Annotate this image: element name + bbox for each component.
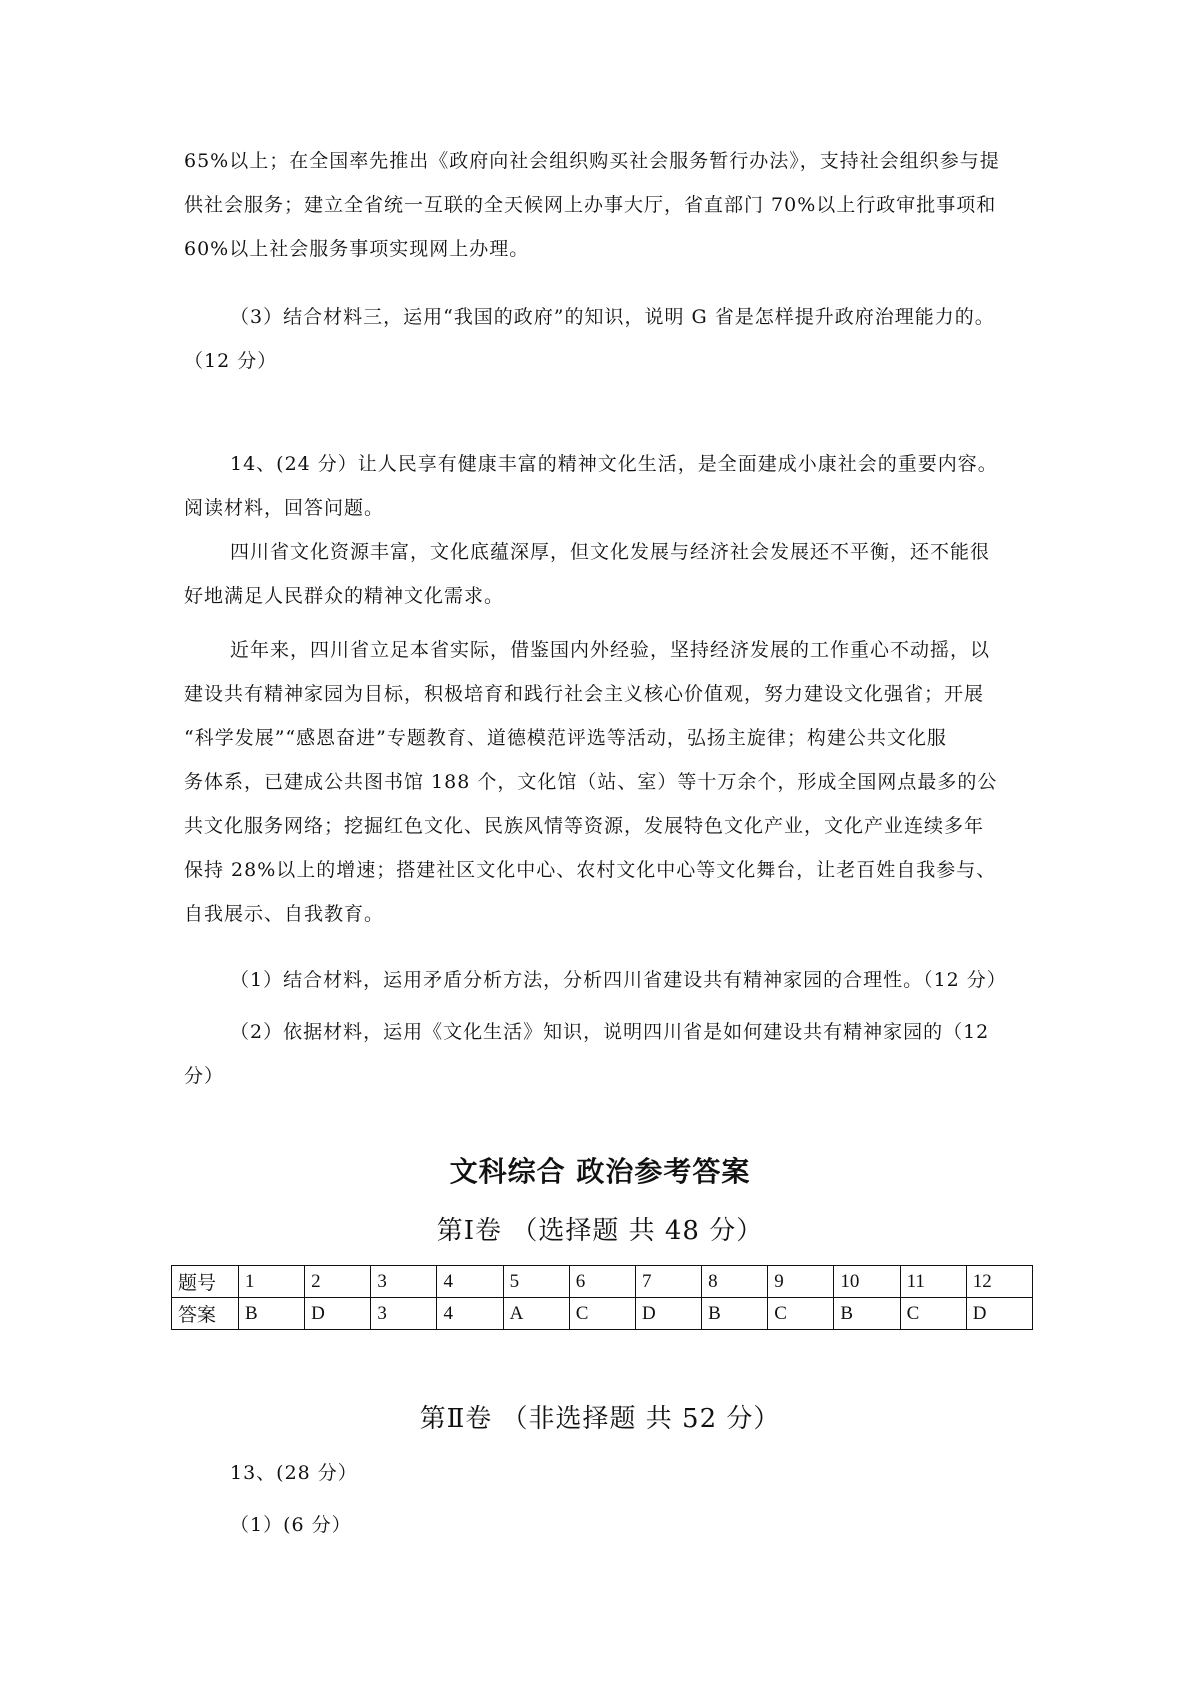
question-13-answer-header: 13、(28 分） xyxy=(230,1462,358,1484)
table-cell: 4 xyxy=(437,1298,503,1330)
table-cell: 7 xyxy=(635,1266,701,1298)
table-cell: C xyxy=(900,1298,966,1330)
material-paragraph-1: 四川省文化资源丰富，文化底蕴深厚，但文化发展与经济社会发展还不平衡，还不能很 xyxy=(230,541,991,563)
text-line: 建设共有精神家园为目标，积极培育和践行社会主义核心价值观，努力建设文化强省；开展 xyxy=(184,683,985,705)
table-cell: 6 xyxy=(569,1266,635,1298)
text-line: 60%以上社会服务事项实现网上办理。 xyxy=(184,238,530,260)
table-cell: B xyxy=(239,1298,305,1330)
part2-title: 第Ⅱ卷 （非选择题 共 52 分） xyxy=(419,1404,781,1434)
table-cell: 1 xyxy=(239,1266,305,1298)
part1-title: 第Ⅰ卷 （选择题 共 48 分） xyxy=(436,1216,764,1246)
question-14-1: （1）结合材料，运用矛盾分析方法，分析四川省建设共有精神家园的合理性。（12 分） xyxy=(230,969,1007,991)
text-line: 自我展示、自我教育。 xyxy=(184,903,385,925)
points-label: （12 分） xyxy=(184,350,278,372)
answer-key-title: 文科综合 政治参考答案 xyxy=(449,1155,751,1188)
table-row-answers xyxy=(172,1298,1033,1330)
table-cell: 12 xyxy=(966,1266,1032,1298)
table-cell: 2 xyxy=(305,1266,371,1298)
table-cell: 5 xyxy=(503,1266,569,1298)
table-cell: D xyxy=(635,1298,701,1330)
text-line: 65%以上；在全国率先推出《政府向社会组织购买社会服务暂行办法》，支持社会组织参与提 xyxy=(184,150,1000,172)
table-cell: D xyxy=(305,1298,371,1330)
table-cell: 4 xyxy=(437,1266,503,1298)
text-line: “科学发展”“感恩奋进”专题教育、道德模范评选等活动，弘扬主旋律；构建公共文化服 xyxy=(184,727,947,749)
answer-table xyxy=(171,1265,1033,1330)
table-header-cell: 题号 xyxy=(172,1266,239,1298)
table-cell: 3 xyxy=(371,1266,437,1298)
table-cell: 8 xyxy=(702,1266,768,1298)
question-14-2: （2）依据材料，运用《文化生活》知识，说明四川省是如何建设共有精神家园的（12 xyxy=(230,1021,990,1043)
question-14-intro-cont: 阅读材料，回答问题。 xyxy=(184,497,385,519)
table-header-cell: 答案 xyxy=(172,1298,239,1330)
table-cell: B xyxy=(834,1298,900,1330)
text-line: 供社会服务；建立全省统一互联的全天候网上办事大厅，省直部门 70%以上行政审批事项和 xyxy=(184,194,997,216)
material-paragraph-1-cont: 好地满足人民群众的精神文化需求。 xyxy=(184,585,505,607)
question-14-2-cont: 分） xyxy=(184,1065,225,1087)
table-cell: 3 xyxy=(371,1298,437,1330)
question-13-1-answer: （1）(6 分） xyxy=(230,1514,352,1536)
table-cell: D xyxy=(966,1298,1032,1330)
material-paragraph-2: 近年来，四川省立足本省实际，借鉴国内外经验，坚持经济发展的工作重心不动摇，以 xyxy=(230,639,991,661)
question-13-3: （3）结合材料三，运用“我国的政府”的知识，说明 G 省是怎样提升政府治理能力的。 xyxy=(230,306,995,328)
text-line: 务体系，已建成公共图书馆 188 个，文化馆（站、室）等十万余个，形成全国网点最多的公 xyxy=(184,771,998,793)
text-line: 保持 28%以上的增速；搭建社区文化中心、农村文化中心等文化舞台，让老百姓自我参与、 xyxy=(184,859,997,881)
table-cell: 9 xyxy=(768,1266,834,1298)
table-cell: C xyxy=(768,1298,834,1330)
table-cell: 11 xyxy=(900,1266,966,1298)
table-cell: 10 xyxy=(834,1266,900,1298)
table-cell: B xyxy=(702,1298,768,1330)
text-line: 共文化服务网络；挖掘红色文化、民族风情等资源，发展特色文化产业，文化产业连续多年 xyxy=(184,815,985,837)
table-row-numbers xyxy=(172,1266,1033,1298)
table-cell: A xyxy=(503,1298,569,1330)
question-14-intro: 14、(24 分）让人民享有健康丰富的精神文化生活，是全面建成小康社会的重要内容。 xyxy=(230,453,998,475)
table-cell: C xyxy=(569,1298,635,1330)
